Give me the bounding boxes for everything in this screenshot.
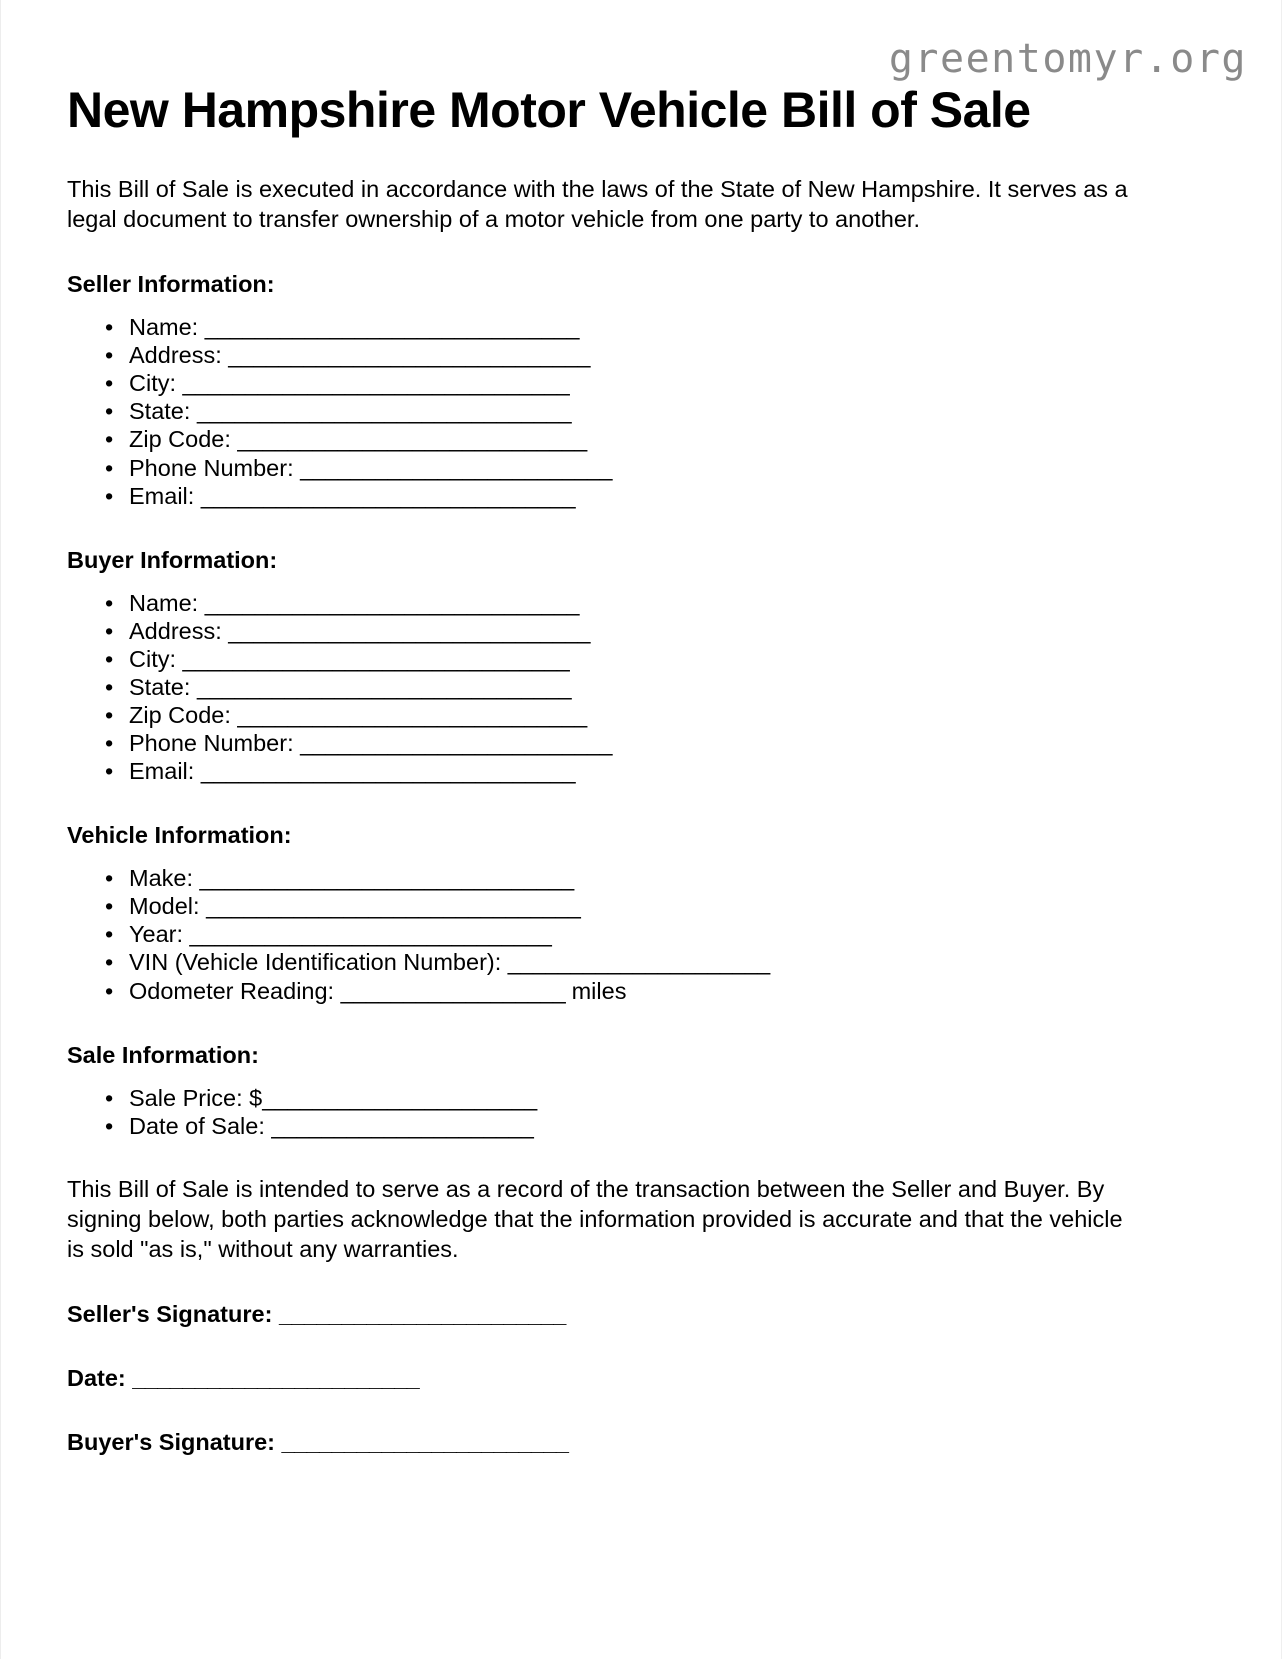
- field-blank-line[interactable]: _______________________________: [182, 370, 570, 397]
- field-blank-line[interactable]: _________________________: [300, 454, 612, 481]
- field-blank-line[interactable]: __________________: [340, 977, 566, 1004]
- list-item: [129, 1112, 1177, 1140]
- section-heading-vehicle: Vehicle Information:: [67, 822, 292, 849]
- list-item: [129, 948, 1177, 976]
- field-label: Date of Sale:: [129, 1112, 272, 1139]
- field-label: VIN (Vehicle Identification Number):: [129, 949, 508, 976]
- field-label: State:: [129, 673, 197, 700]
- field-blank-line[interactable]: ______________________________: [200, 758, 575, 785]
- buyer-field-list: [67, 574, 1177, 786]
- field-label: Name:: [129, 589, 205, 616]
- list-item: [129, 341, 1177, 369]
- list-item: [129, 482, 1177, 510]
- seller-signature-line: [67, 1264, 1177, 1328]
- seller-signature-blank[interactable]: _______________________: [278, 1301, 566, 1328]
- field-blank-line[interactable]: _____________________________: [189, 921, 552, 948]
- buyer-signature-label: Buyer's Signature:: [67, 1429, 282, 1456]
- document-content: [67, 0, 1177, 1456]
- list-item: [129, 757, 1177, 785]
- field-label: Email:: [129, 758, 201, 785]
- list-item: [129, 645, 1177, 673]
- field-blank-line[interactable]: ______________________________: [206, 893, 581, 920]
- field-label: Zip Code:: [129, 426, 238, 453]
- field-blank-line[interactable]: _________________________: [300, 730, 612, 757]
- field-label: Year:: [129, 921, 190, 948]
- list-item: [129, 397, 1177, 425]
- list-item: [129, 892, 1177, 920]
- field-label: Address:: [129, 342, 229, 369]
- field-label: Make:: [129, 865, 200, 892]
- field-label: Zip Code:: [129, 702, 238, 729]
- field-blank-line[interactable]: _______________________________: [182, 645, 570, 672]
- field-label: State:: [129, 398, 197, 425]
- field-label: City:: [129, 645, 183, 672]
- field-label: Phone Number:: [129, 454, 301, 481]
- field-blank-line[interactable]: ______________________________: [204, 589, 579, 616]
- list-item: [129, 977, 1177, 1005]
- sale-field-list: [67, 1069, 1177, 1140]
- section-heading-buyer: Buyer Information:: [67, 546, 278, 573]
- buyer-signature-line: [67, 1392, 1177, 1456]
- seller-date-line: [67, 1328, 1177, 1392]
- field-label: Email:: [129, 482, 201, 509]
- field-blank-line[interactable]: _____________________________: [228, 617, 590, 644]
- field-label: Phone Number:: [129, 730, 301, 757]
- field-label: Name:: [129, 314, 205, 341]
- list-item: [129, 454, 1177, 482]
- section-heading-seller: Seller Information:: [67, 271, 275, 298]
- field-blank-line[interactable]: ______________________________: [196, 398, 572, 425]
- list-item: [129, 313, 1177, 341]
- list-item: [129, 369, 1177, 397]
- field-label: Odometer Reading:: [129, 977, 341, 1004]
- list-item: [129, 425, 1177, 453]
- field-blank-line[interactable]: ____________________________: [237, 702, 587, 729]
- seller-signature-label: Seller's Signature:: [67, 1301, 279, 1328]
- list-item: [129, 920, 1177, 948]
- seller-date-blank[interactable]: _______________________: [132, 1365, 420, 1392]
- field-label: Model:: [129, 893, 207, 920]
- field-blank-line[interactable]: _____________________: [507, 949, 770, 976]
- vehicle-field-list: [67, 849, 1177, 1004]
- field-blank-line[interactable]: ______________________________: [199, 865, 574, 892]
- list-item: [129, 1084, 1177, 1112]
- list-item: [129, 673, 1177, 701]
- list-item: [129, 617, 1177, 645]
- field-blank-line[interactable]: ______________________________: [200, 482, 575, 509]
- field-blank-line[interactable]: ______________________: [262, 1084, 537, 1111]
- field-blank-line[interactable]: _____________________: [271, 1112, 534, 1139]
- field-label: Sale Price: $: [129, 1084, 263, 1111]
- intro-paragraph: This Bill of Sale is executed in accordance with the laws of the State of New Hampshire. It serves as a legal document to transfer ownership of a motor vehicle from one party to another.: [67, 176, 1128, 233]
- closing-paragraph: This Bill of Sale is intended to serve as a record of the transaction between the Seller and Buyer. By signing below, both parties acknowledge that the information provided is accurate and that the vehicle is sold "as is," without any warranties.: [67, 1175, 1123, 1262]
- list-item: [129, 589, 1177, 617]
- field-label: City:: [129, 370, 183, 397]
- field-blank-line[interactable]: ______________________________: [204, 314, 579, 341]
- field-label: Address:: [129, 617, 229, 644]
- field-blank-line[interactable]: _____________________________: [228, 342, 590, 369]
- site-watermark: greentomyr.org: [888, 36, 1247, 82]
- page-title: New Hampshire Motor Vehicle Bill of Sale: [67, 82, 1031, 138]
- field-blank-line[interactable]: ____________________________: [237, 426, 587, 453]
- section-heading-sale: Sale Information:: [67, 1041, 259, 1068]
- list-item: [129, 864, 1177, 892]
- field-blank-line[interactable]: ______________________________: [196, 673, 572, 700]
- list-item: [129, 729, 1177, 757]
- seller-field-list: [67, 298, 1177, 510]
- field-suffix: miles: [565, 977, 627, 1004]
- seller-date-label: Date:: [67, 1365, 133, 1392]
- list-item: [129, 701, 1177, 729]
- buyer-signature-blank[interactable]: _______________________: [281, 1429, 569, 1456]
